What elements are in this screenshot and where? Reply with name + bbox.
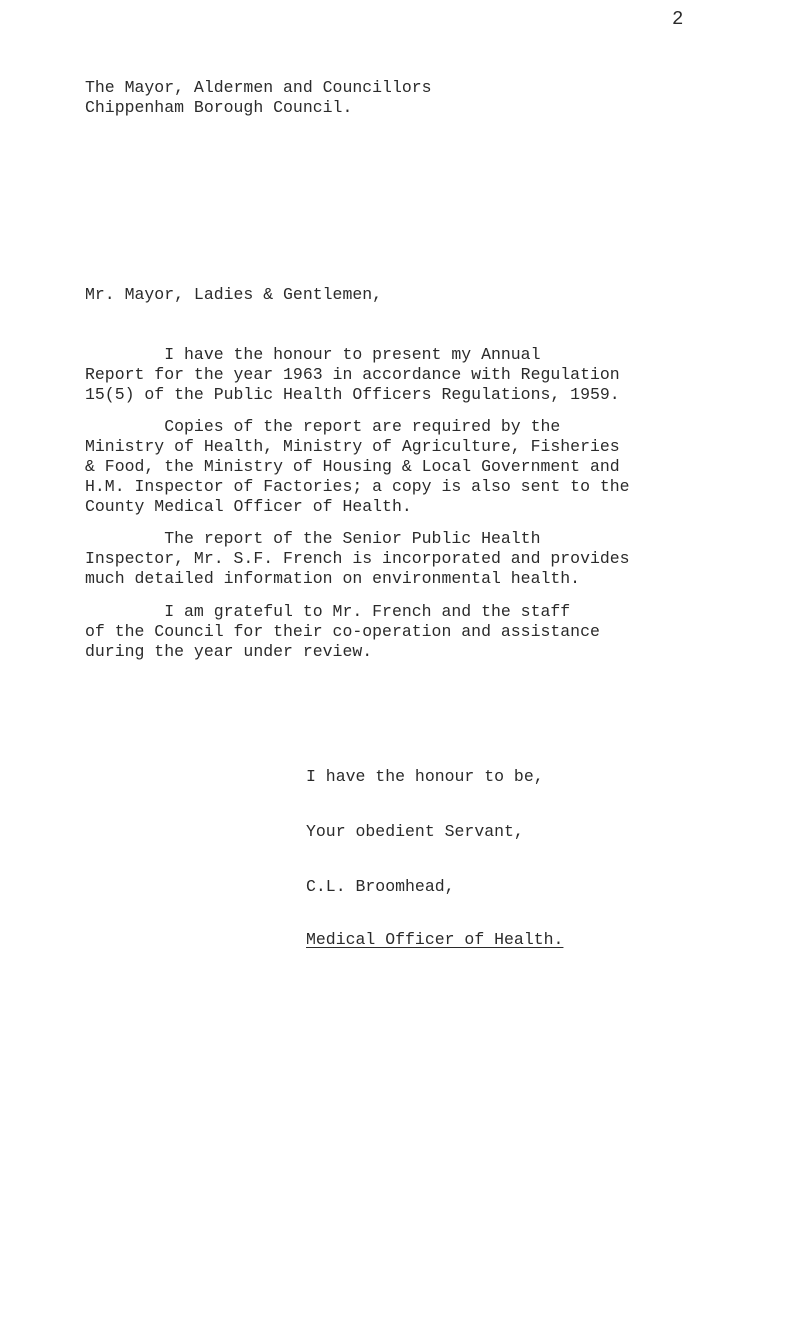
paragraph-line: I am grateful to Mr. French and the staff (85, 602, 571, 621)
closing-phrase: I have the honour to be, (306, 767, 544, 786)
paragraph-line: Report for the year 1963 in accordance with Regulation (85, 365, 620, 384)
paragraph-line: H.M. Inspector of Factories; a copy is also sent to the (85, 477, 630, 496)
paragraph-line: Copies of the report are required by the (85, 417, 561, 436)
paragraph-line: The report of the Senior Public Health (85, 529, 541, 548)
page-number: 2 (672, 8, 684, 30)
addressee-line: Chippenham Borough Council. (85, 98, 353, 117)
paragraph-line: County Medical Officer of Health. (85, 497, 412, 516)
addressee-line: The Mayor, Aldermen and Councillors (85, 78, 432, 97)
paragraph-line: & Food, the Ministry of Housing & Local Government and (85, 457, 620, 476)
paragraph-inspector-report (85, 529, 725, 589)
addressee-block (85, 78, 725, 118)
salutation-line: Mr. Mayor, Ladies & Gentlemen, (85, 285, 383, 304)
closing-servant: Your obedient Servant, (306, 822, 524, 841)
salutation (85, 285, 725, 305)
paragraph-line: during the year under review. (85, 642, 373, 661)
paragraph-line: much detailed information on environmental health. (85, 569, 581, 588)
paragraph-line: Inspector, Mr. S.F. French is incorporated and provides (85, 549, 630, 568)
paragraph-line: 15(5) of the Public Health Officers Regulations, 1959. (85, 385, 620, 404)
paragraph-line: Ministry of Health, Ministry of Agriculture, Fisheries (85, 437, 620, 456)
paragraph-copies (85, 417, 725, 517)
signatory-title: Medical Officer of Health. (306, 930, 564, 949)
paragraph-acknowledgement (85, 602, 725, 662)
paragraph-line: of the Council for their co-operation and assistance (85, 622, 600, 641)
paragraph-line: I have the honour to present my Annual (85, 345, 541, 364)
paragraph-annual-report (85, 345, 725, 405)
signatory-name: C.L. Broomhead, (306, 877, 455, 896)
